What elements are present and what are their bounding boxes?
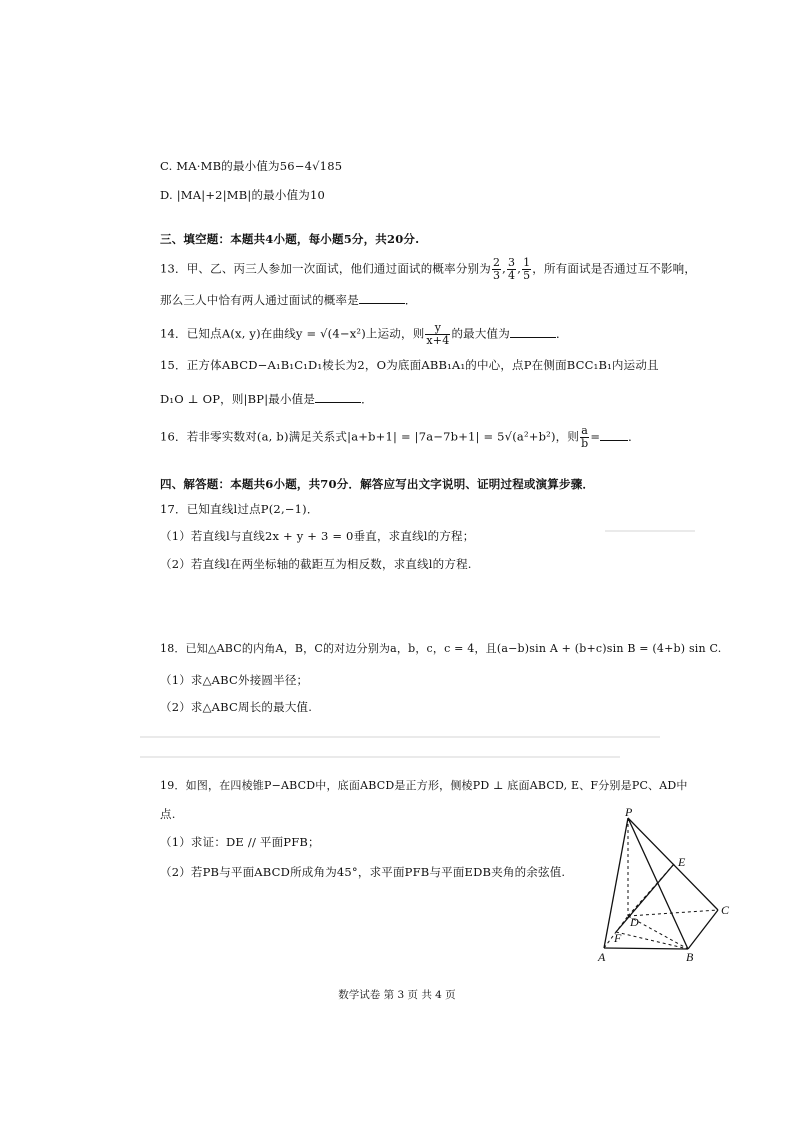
answer-blank[interactable] <box>510 327 556 338</box>
bleed-through-mark <box>605 530 695 532</box>
label-c: C <box>721 903 730 917</box>
option-c: C. MA·MB的最小值为56−4√185 <box>160 159 343 173</box>
q13-text-b: ，所有面试是否通过互不影响， <box>532 261 697 276</box>
q14-fraction: $\frac{y}{x+4}$ <box>426 321 450 347</box>
bleed-through-mark <box>140 756 620 758</box>
q16-fraction: $\frac{a}{b}$ <box>581 424 589 450</box>
question-13-line1: 13．甲、乙、丙三人参加一次面试，他们通过面试的概率分别为 $\frac{2}{3}$ , $\frac{3}{4}$ , $\frac{1}{5}$ ，所有面试是否通过互不影响， <box>160 256 697 282</box>
section-4-header: 四、解答题：本题共6小题，共70分．解答应写出文字说明、证明过程或演算步骤． <box>160 477 595 491</box>
label-e: E <box>678 855 686 869</box>
question-16: 16．若非零实数对(a, b)满足关系式|a+b+1| = |7a−7b+1| = 5√(a²+b²)，则 $\frac{a}{b}$ = ． <box>160 424 640 450</box>
section-3-header: 三、填空题：本题共4小题，每小题5分，共20分. <box>160 232 420 246</box>
question-17-part2: （2）若直线l在两坐标轴的截距互为相反数，求直线l的方程. <box>160 557 472 571</box>
q13-fraction-3: $\frac{1}{5}$ <box>523 256 531 282</box>
question-17-stem: 17．已知直线l过点P(2,−1)． <box>160 502 319 516</box>
pyramid-figure <box>592 808 740 966</box>
question-18-stem: 18．已知△ABC的内角A，B，C的对边分别为a，b，c，c = 4，且(a−b)sin A + (b+c)sin B = (4+b) sin C. <box>160 642 722 655</box>
label-f: F <box>614 931 622 945</box>
bleed-through-mark <box>140 736 660 738</box>
label-a: A <box>598 950 606 964</box>
question-19-stem-line2: 点. <box>160 807 176 821</box>
question-14: 14．已知点A(x, y)在曲线y = √(4−x²)上运动，则 $\frac{y}{x+4}$ 的最大值为 ． <box>160 321 568 347</box>
answer-blank[interactable] <box>600 430 628 441</box>
label-p: P <box>625 808 633 819</box>
option-d: D. |MA|+2|MB|的最小值为10 <box>160 188 326 202</box>
question-19-stem-line1: 19．如图，在四棱锥P−ABCD中，底面ABCD是正方形，侧棱PD ⊥ 底面ABCD, E、F分别是PC、AD中 <box>160 779 688 792</box>
question-19-part1: （1）求证：DE // 平面PFB； <box>160 835 320 849</box>
answer-blank[interactable] <box>359 293 405 304</box>
q13-fraction-1: $\frac{2}{3}$ <box>492 256 501 282</box>
q13-fraction-2: $\frac{3}{4}$ <box>508 256 516 282</box>
question-13-line2: 那么三人中恰有两人通过面试的概率是 ． <box>160 293 417 307</box>
question-18-part2: （2）求△ABC周长的最大值. <box>160 700 313 714</box>
label-b: B <box>686 950 694 964</box>
label-d: D <box>630 915 639 929</box>
question-15-line1: 15．正方体ABCD−A₁B₁C₁D₁棱长为2，O为底面ABB₁A₁的中心，点P在侧面BCC₁B₁内运动且 <box>160 358 659 372</box>
question-19-part2: （2）若PB与平面ABCD所成角为45°，求平面PFB与平面EDB夹角的余弦值. <box>160 865 566 879</box>
question-15-line2: D₁O ⊥ OP，则|BP|最小值是 ． <box>160 392 373 406</box>
answer-blank[interactable] <box>315 392 361 403</box>
question-17-part1: （1）若直线l与直线2x + y + 3 = 0垂直，求直线l的方程； <box>160 529 475 543</box>
q13-text-a: 13．甲、乙、丙三人参加一次面试，他们通过面试的概率分别为 <box>160 261 491 276</box>
page-footer: 数学试卷 第 3 页 共 4 页 <box>338 989 456 1001</box>
question-18-part1: （1）求△ABC外接圆半径； <box>160 673 309 687</box>
